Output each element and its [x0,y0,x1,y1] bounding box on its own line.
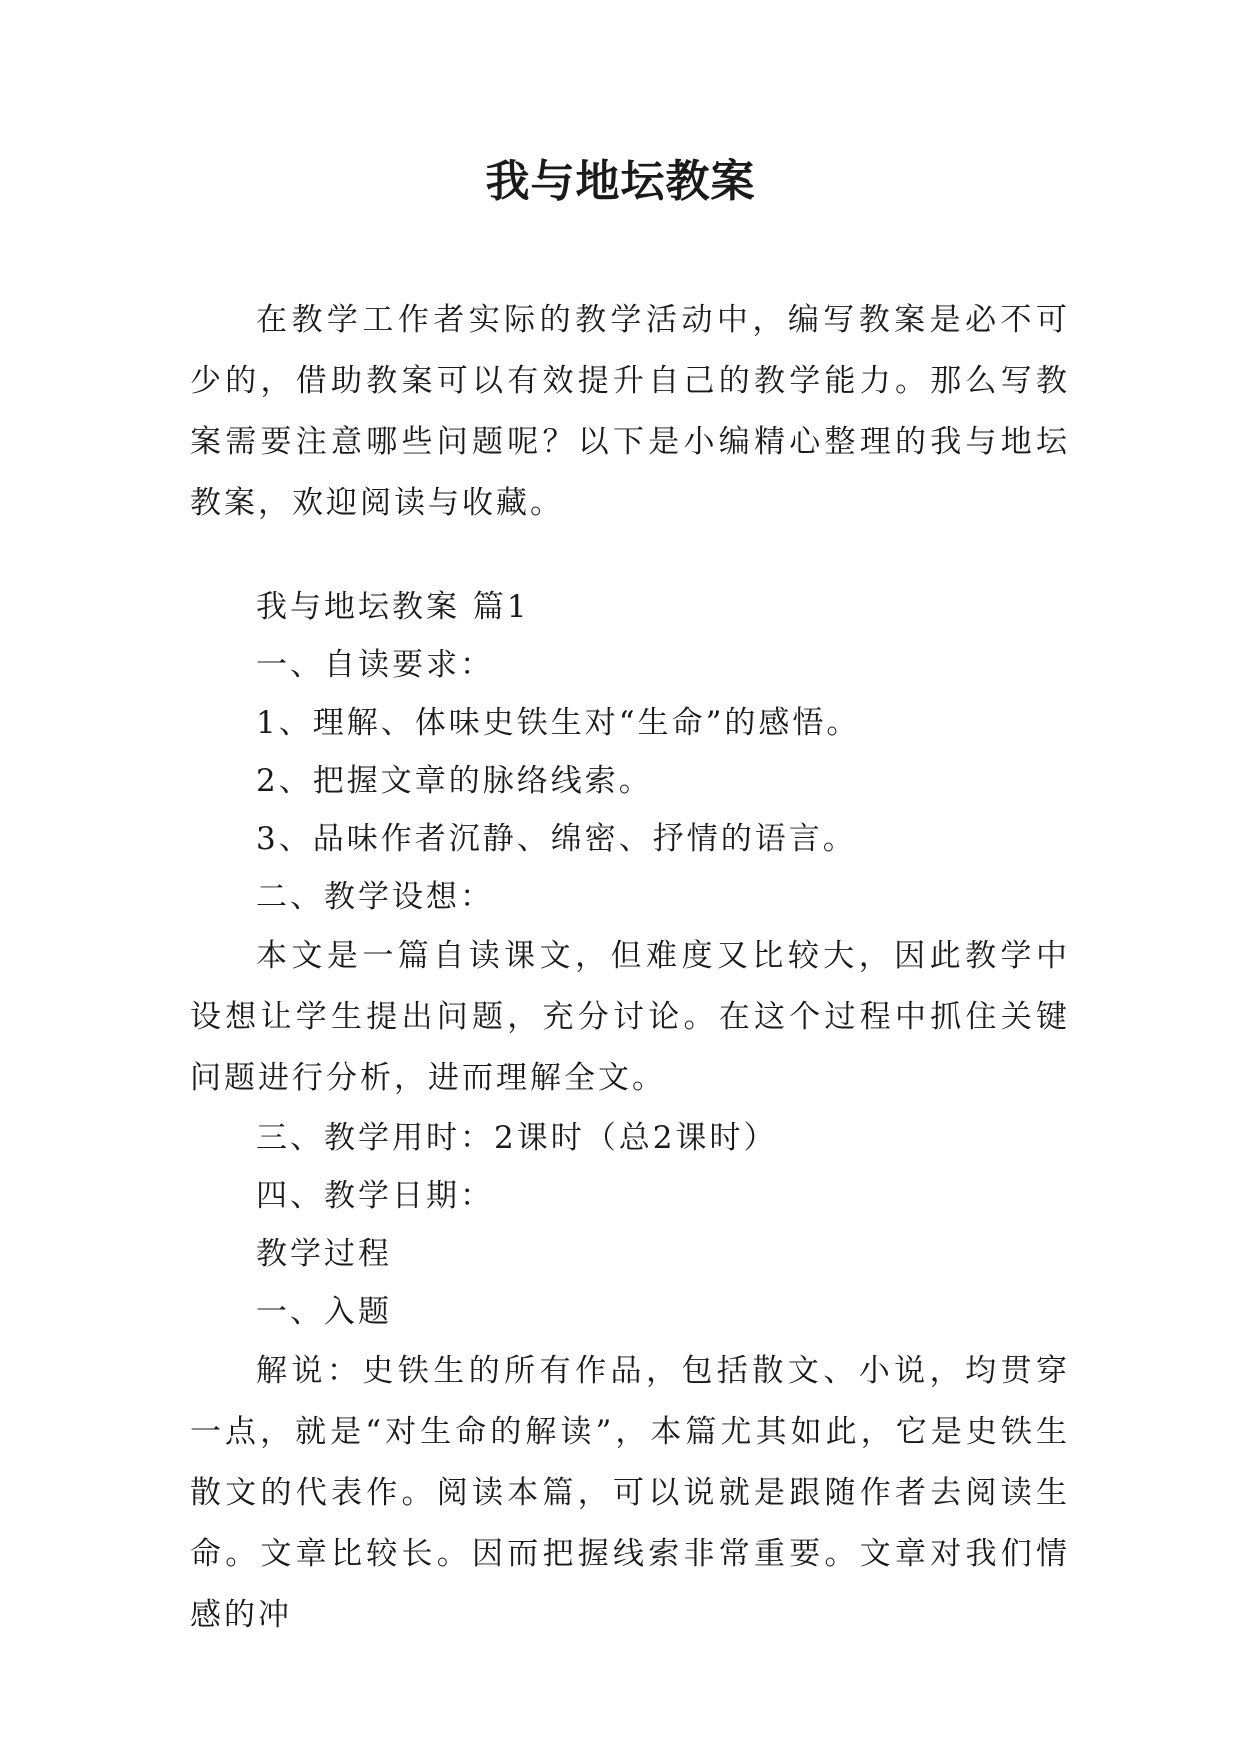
design-paragraph: 本文是一篇自读课文，但难度又比较大，因此教学中设想让学生提出问题，充分讨论。在这个过程中抓住关键问题进行分析，进而理解全文。 [190,938,1070,1096]
process-heading: 教学过程 [256,1236,392,1272]
requirement-item: 2、把握文章的脉络线索。 [256,763,653,799]
lesson-section [190,578,1070,1646]
teaching-time-line: 三、教学用时：2课时（总2课时） [256,1120,778,1156]
requirement-item: 3、品味作者沉静、绵密、抒情的语言。 [256,821,857,857]
design-heading: 二、教学设想： [256,879,494,915]
requirement-item: 1、理解、体味史铁生对“生命”的感悟。 [256,705,861,741]
section-heading: 我与地坛教案 篇1 [256,589,530,625]
self-reading-heading: 一、自读要求： [256,647,494,683]
teaching-date-line: 四、教学日期： [256,1178,494,1214]
document-title: 我与地坛教案 [485,156,756,207]
intro-paragraph: 在教学工作者实际的教学活动中，编写教案是必不可少的，借助教案可以有效提升自己的教学能力。那么写教案需要注意哪些问题呢？以下是小编精心整理的我与地坛教案，欢迎阅读与收藏。 [190,302,1070,521]
explanation-paragraph: 解说：史铁生的所有作品，包括散文、小说，均贯穿一点，就是“对生命的解读”，本篇尤其如此，它是史铁生散文的代表作。阅读本篇，可以说就是跟随作者去阅读生命。文章比较长。因而把握线索非常重要。文章对我们情感的冲 [190,1353,1070,1633]
intro-heading: 一、入题 [256,1294,392,1330]
